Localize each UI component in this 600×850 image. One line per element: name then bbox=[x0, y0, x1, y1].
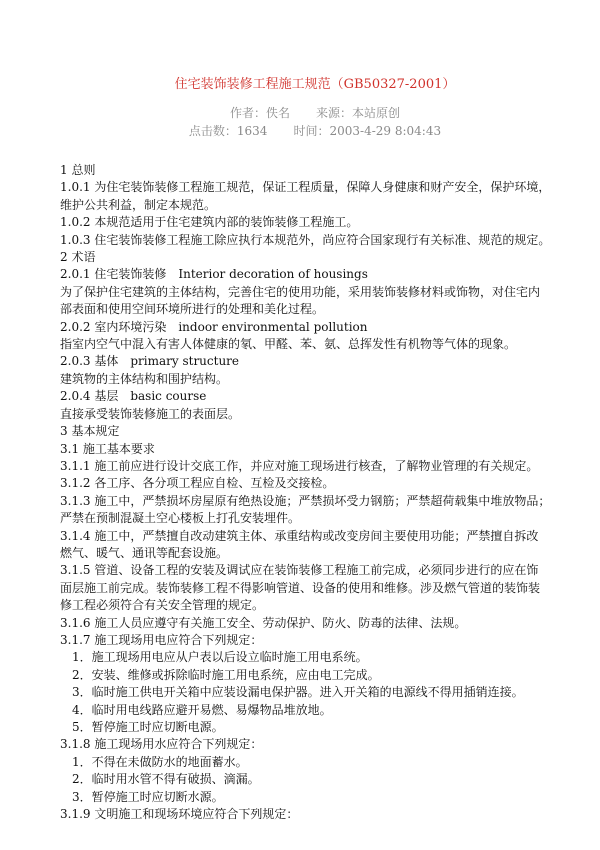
body-line: 为了保护住宅建筑的主体结构，完善住宅的使用功能，采用装饰装修材料或饰物，对住宅内 bbox=[60, 284, 541, 299]
body-line: 3.1.5 管道、设备工程的安装及调试应在装饰装修工程施工前完成，必须同步进行的应在饰 bbox=[60, 563, 539, 578]
clicks-value: 1634 bbox=[236, 124, 268, 138]
body-line: 2.0.1 住宅装饰装修 Interior decoration of housings bbox=[60, 267, 368, 282]
body-line: 维护公共利益，制定本规范。 bbox=[60, 197, 217, 212]
author-label: 作者： bbox=[229, 106, 266, 120]
body-line: 1.0.2 本规范适用于住宅建筑内部的装饰装修工程施工。 bbox=[60, 215, 359, 230]
body-line: 2 术语 bbox=[60, 250, 96, 265]
body-line: 3.1.7 施工现场用电应符合下列规定： bbox=[60, 632, 263, 647]
body-line: 1.0.3 住宅装饰装修工程施工除应执行本规范外，尚应符合国家现行有关标准、规范的规定。 bbox=[60, 232, 551, 247]
body-line: 2.0.4 基层 basic course bbox=[60, 389, 207, 404]
article-body bbox=[60, 162, 570, 823]
clicks-label: 点击数： bbox=[188, 124, 237, 138]
time-label: 时间： bbox=[293, 124, 330, 138]
body-line: 建筑物的主体结构和围护结构。 bbox=[60, 371, 229, 386]
article-title: 住宅装饰装修工程施工规范（GB50327-2001） bbox=[174, 77, 456, 92]
body-line: 2．临时用水管不得有破损、滴漏。 bbox=[60, 772, 260, 787]
source-label: 来源： bbox=[316, 106, 353, 120]
body-line: 2.0.3 基体 primary structure bbox=[60, 354, 240, 369]
body-line: 严禁在预制混凝土空心楼板上打孔安装埋件。 bbox=[60, 511, 301, 526]
body-line: 3 基本规定 bbox=[60, 424, 120, 439]
body-line: 3.1 施工基本要求 bbox=[60, 441, 155, 456]
body-line: 3．暂停施工时应切断水源。 bbox=[60, 789, 224, 804]
body-line: 3.1.6 施工人员应遵守有关施工安全、劳动保护、防火、防毒的法律、法规。 bbox=[60, 615, 467, 630]
article-meta-author-source bbox=[60, 104, 570, 122]
body-line: 部表面和使用空间环境所进行的处理和美化过程。 bbox=[60, 302, 325, 317]
body-line: 3.1.8 施工现场用水应符合下列规定： bbox=[60, 737, 263, 752]
body-line: 燃气、暖气、通讯等配套设施。 bbox=[60, 545, 229, 560]
body-line: 3.1.9 文明施工和现场环境应符合下列规定： bbox=[60, 807, 299, 822]
author-value: 佚名 bbox=[265, 106, 290, 120]
body-line: 2.0.2 室内环境污染 indoor environmental pollution bbox=[60, 319, 368, 334]
body-line: 1．不得在未做防水的地面蓄水。 bbox=[60, 754, 248, 769]
body-line: 面层施工前完成。装饰装修工程不得影响管道、设备的使用和维修。涉及燃气管道的装饰装 bbox=[60, 580, 541, 595]
time-value: 2003-4-29 8:04:43 bbox=[329, 124, 442, 138]
body-line: 5．暂停施工时应切断电源。 bbox=[60, 720, 224, 734]
source-value: 本站原创 bbox=[352, 106, 401, 120]
body-line: 3.1.2 各工序、各分项工程应自检、互检及交接检。 bbox=[60, 476, 335, 491]
body-line: 直接承受装饰装修施工的表面层。 bbox=[60, 406, 241, 421]
body-line: 修工程必须符合有关安全管理的规定。 bbox=[60, 598, 265, 613]
body-line: 1 总则 bbox=[60, 163, 96, 177]
body-line: 1.0.1 为住宅装饰装修工程施工规范，保证工程质量，保障人身健康和财产安全，保护环境， bbox=[60, 180, 551, 195]
body-line: 3.1.4 施工中，严禁擅自改动建筑主体、承重结构或改变房间主要使用功能；严禁擅自拆改 bbox=[60, 528, 539, 543]
body-line: 3.1.1 施工前应进行设计交底工作，并应对施工现场进行核查，了解物业管理的有关规定。 bbox=[60, 458, 539, 473]
body-line: 3．临时施工供电开关箱中应装设漏电保护器。进入开关箱的电源线不得用插销连接。 bbox=[60, 685, 524, 700]
body-line: 2．安装、维修或拆除临时施工用电系统，应由电工完成。 bbox=[60, 667, 380, 682]
body-line: 4．临时用电线路应避开易燃、易爆物品堆放地。 bbox=[60, 702, 332, 717]
article-meta-clicks-time bbox=[60, 122, 570, 140]
body-line: 指室内空气中混入有害人体健康的氡、甲醛、苯、氨、总挥发性有机物等气体的现象。 bbox=[60, 337, 517, 352]
body-line: 3.1.3 施工中，严禁损坏房屋原有绝热设施；严禁损坏受力钢筋；严禁超荷载集中堆放物品； bbox=[60, 493, 551, 508]
body-line: 1．施工现场用电应从户表以后设立临时施工用电系统。 bbox=[60, 650, 368, 665]
